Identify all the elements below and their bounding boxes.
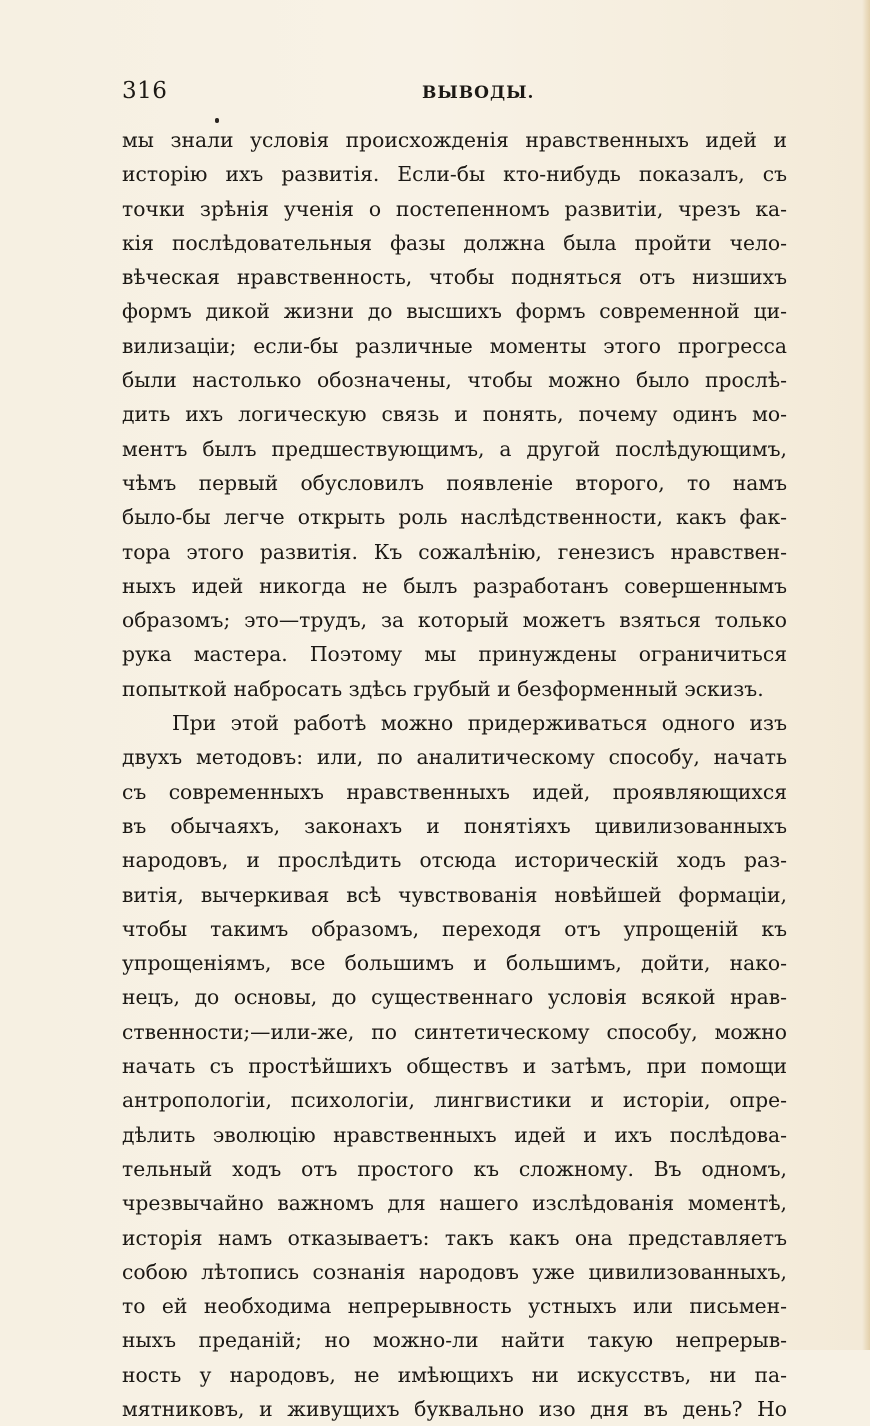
text-line: въ обычаяхъ, законахъ и понятіяхъ цивилизованныхъ (122, 813, 787, 838)
text-line: ность у народовъ, не имѣющихъ ни искусствъ, ни па- (122, 1362, 787, 1387)
text-line: чтобы такимъ образомъ, переходя отъ упрощеній къ (122, 916, 787, 941)
text-line: то ей необходима непрерывность устныхъ или письмен- (122, 1294, 787, 1319)
text-line: витія, вычеркивая всѣ чувствованія новѣйшей формаціи, (122, 882, 787, 907)
text-line: кія послѣдовательныя фазы должна была пройти чело- (122, 230, 787, 255)
text-line: ственности;—или-же, по синтетическому способу, можно (122, 1019, 787, 1044)
text-line: образомъ; это—трудъ, за который можетъ взяться только (122, 608, 787, 633)
text-line: дѣлить эволюцію нравственныхъ идей и ихъ послѣдова- (122, 1122, 787, 1147)
text-line: были настолько обозначены, чтобы можно было прослѣ- (122, 368, 787, 393)
text-line: нецъ, до основы, до существеннаго условія всякой нрав- (122, 985, 787, 1010)
text-line: исторію ихъ развитія. Если-бы кто-нибудь показалъ, съ (122, 162, 787, 187)
text-line: народовъ, и прослѣдить отсюда историческій ходъ раз- (122, 848, 787, 873)
page-header (122, 78, 787, 110)
text-line: вилизаціи; если-бы различные моменты этого прогресса (122, 333, 787, 358)
text-line: мы знали условія происхожденія нравственныхъ идей и (122, 128, 787, 152)
text-line: ныхъ преданій; но можно-ли найти такую непрерыв- (122, 1328, 787, 1353)
text-line: антропологіи, психологіи, лингвистики и исторіи, опре- (122, 1088, 787, 1113)
text-line: упрощеніямъ, все большимъ и большимъ, дойти, нако- (122, 951, 787, 976)
text-line: дить ихъ логическую связь и понять, почему одинъ мо- (122, 402, 787, 427)
text-line: начать съ простѣйшихъ обществъ и затѣмъ, при помощи (122, 1054, 787, 1079)
text-line: рука мастера. Поэтому мы принуждены ограничиться (122, 642, 787, 667)
page-number: 316 (122, 78, 168, 104)
text-line: двухъ методовъ: или, по аналитическому способу, начать (122, 745, 787, 770)
paragraph-start-line: При этой работѣ можно придерживаться одного изъ (172, 711, 787, 736)
text-line: исторія намъ отказываетъ: такъ какъ она представляетъ (122, 1225, 787, 1250)
paragraph-end-line: попыткой набросать здѣсь грубый и безформенный эскизъ. (122, 676, 764, 701)
text-line: тора этого развитія. Къ сожалѣнію, генезисъ нравствен- (122, 539, 787, 564)
text-line: тельный ходъ отъ простого къ сложному. Въ одномъ, (122, 1156, 787, 1181)
text-line: точки зрѣнія ученія о постепенномъ развитіи, чрезъ ка- (122, 196, 787, 221)
page-edge (862, 0, 870, 1350)
text-line: чрезвычайно важномъ для нашего изслѣдованія моментѣ, (122, 1191, 787, 1216)
running-head: ВЫВОДЫ. (422, 83, 535, 103)
text-line: съ современныхъ нравственныхъ идей, проявляющихся (122, 779, 787, 804)
body-text (122, 123, 787, 1426)
text-line: формъ дикой жизни до высшихъ формъ современной ци- (122, 299, 787, 324)
text-line: вѣческая нравственность, чтобы подняться отъ низшихъ (122, 265, 787, 290)
text-line: собою лѣтопись сознанія народовъ уже цивилизованныхъ, (122, 1259, 787, 1284)
text-line: ныхъ идей никогда не былъ разработанъ совершеннымъ (122, 573, 787, 598)
text-line: чѣмъ первый обусловилъ появленіе второго, то намъ (122, 470, 787, 495)
text-line: ментъ былъ предшествующимъ, а другой послѣдующимъ, (122, 436, 787, 461)
text-line: было-бы легче открыть роль наслѣдственности, какъ фак- (122, 505, 787, 530)
text-line: мятниковъ, и живущихъ буквально изо дня въ день? Но (122, 1396, 787, 1421)
